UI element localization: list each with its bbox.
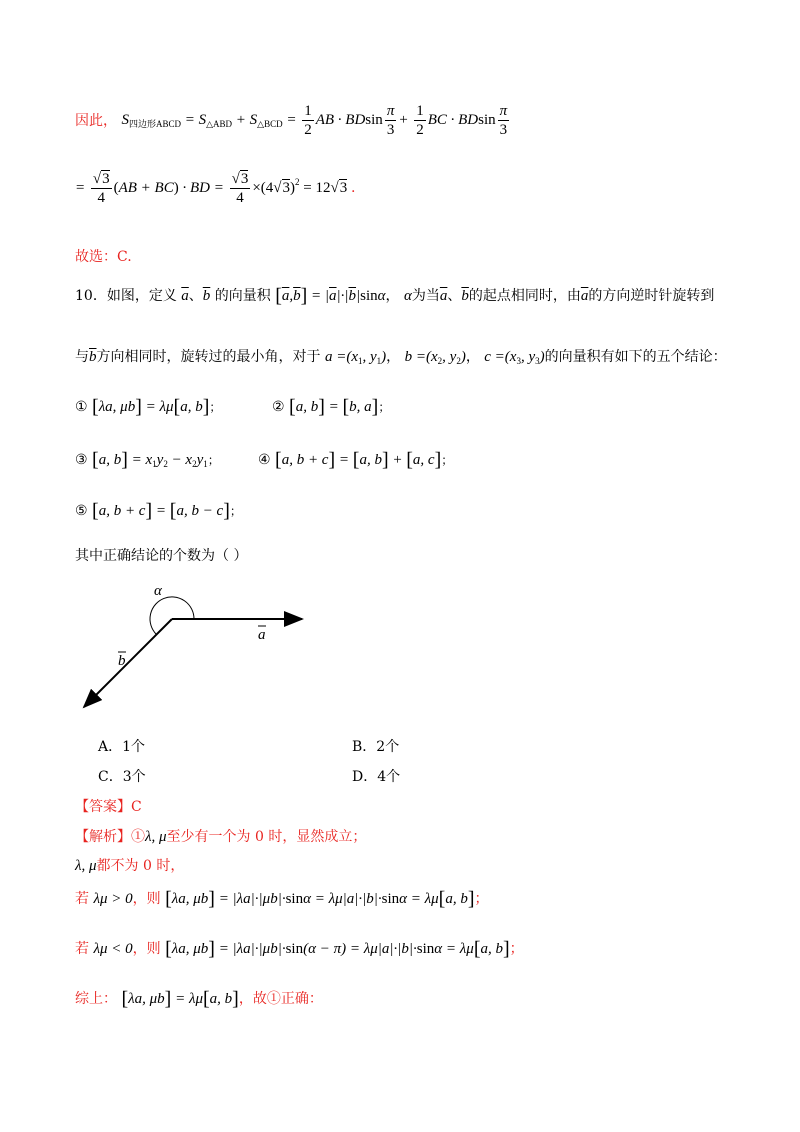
angle-alpha-arc bbox=[150, 597, 194, 634]
solution-summary-lead: 综上： bbox=[75, 991, 117, 1007]
area-formula-2: = $\frac{√3}{4}$ (AB + BC) · BD = $\frac{√3}{4}$ $\times(4√3)^2 = 12√3$ bbox=[75, 171, 348, 206]
solution-text-1: 至少有一个为 0 时，显然成立； bbox=[166, 829, 367, 845]
previous-answer: 故选：C. bbox=[75, 249, 132, 265]
q-text-2: ， bbox=[385, 288, 400, 304]
analysis-tag: 【解析】 bbox=[75, 829, 131, 845]
solution-summary-tail: ，故①正确： bbox=[238, 991, 323, 1007]
q-text-5: 的起点相同时，由 bbox=[468, 288, 581, 304]
area-period: . bbox=[350, 179, 356, 196]
area-formula-1: $S_{四边形ABCD} = S_{\triangle ABD} + S_{\triangle BCD}$ = $\frac{1}{2}$ AB · BDsin $\frac{\pi}{3}$ + $\frac{1}{2}$ BC · BDsin $\frac{\pi}{3}$ bbox=[121, 103, 508, 138]
solution-then-1: ，则 bbox=[132, 891, 161, 907]
conclusion-4: ④ [a, b + c] = [a, b] + [a, c]； bbox=[258, 449, 454, 471]
alpha-label: α bbox=[154, 583, 162, 599]
solution-line-5: 综上： [λa, μb] = λμ[a, b]，故①正确： bbox=[75, 988, 323, 1010]
conclusion-2-marker: ② bbox=[272, 399, 285, 415]
a-label: a bbox=[258, 627, 266, 643]
q-text-8: 方向相同时，旋转过的最小角，对于 bbox=[96, 349, 321, 365]
conclusion-1-marker: ① bbox=[75, 399, 88, 415]
cross-product-definition: $[\overline{a},\overline{b}] = |\overline{a}|\cdot|\overline{b}|\sin\alpha$ bbox=[275, 285, 386, 307]
vector-a-coords: $a =(x_1$, $y_1$) bbox=[324, 349, 387, 366]
option-d: D．4个 bbox=[352, 769, 401, 785]
solution-line-1: 【解析】①λ, μ至少有一个为 0 时，显然成立； bbox=[75, 829, 367, 845]
solution-line-2: λ, μ都不为 0 时， bbox=[75, 858, 185, 874]
solution-then-2: ，则 bbox=[132, 941, 161, 957]
conclusion-5-marker: ⑤ bbox=[75, 503, 88, 519]
solution-text-2: 都不为 0 时， bbox=[96, 858, 185, 874]
solution-marker-1: ① bbox=[131, 829, 145, 845]
solution-line-3: 若 λμ > 0，则 [λa, μb] = |λa|·|μb|·sinα = λμ|a|·|b|·sinα = λμ[a, b]； bbox=[75, 888, 489, 910]
question-line-1: 10．如图，定义 $\overline{a}$、$\overline{b}$ 的向量积 $[\overline{a},\overline{b}] = |\overline{a}|\cdot|\overline{b}|\sin\alpha$， α为当$\overline{a}$、$\overline{b}$的起点相同时，由$\overline{a}$的方向逆时针旋转到 bbox=[75, 285, 715, 307]
conclusion-2: ② [a, b] = [b, a]； bbox=[272, 396, 391, 418]
area-line-2 bbox=[75, 170, 355, 207]
option-c: C．3个 bbox=[98, 769, 146, 785]
area-symbol: S bbox=[121, 111, 129, 128]
area-line-1 bbox=[75, 102, 511, 139]
area-subscript: 四边形ABCD bbox=[128, 118, 181, 129]
conclusion-3: ③ [a, $b] = x_1y_2 - x_2y_1$； bbox=[75, 449, 220, 471]
question-line-2: 与$\overline{b}$方向相同时，旋转过的最小角，对于 $a =(x_1$, $y_1$)， $b =(x_2$, $y_2$)， $c =(x_3$, $y_3$)的向量积有如下的五个结论： bbox=[75, 349, 727, 366]
therefore-label: 因此， bbox=[75, 112, 117, 129]
q-text-7: 与 bbox=[75, 349, 89, 365]
q-text-6: 的方向逆时针旋转到 bbox=[588, 288, 715, 304]
q-sep-3: ， bbox=[465, 349, 480, 365]
vector-figure bbox=[70, 575, 330, 725]
vector-b-coords: $b =(x_2$, $y_2$) bbox=[404, 349, 466, 366]
conclusion-1: ① [λa, μb] = λμ[a, b]； bbox=[75, 396, 222, 418]
q-text-3: 为当 bbox=[411, 288, 440, 304]
q-sep-1: 、 bbox=[188, 288, 203, 304]
option-a: A．1个 bbox=[98, 739, 146, 755]
vector-c-coords: $c =(x_3$, $y_3$) bbox=[484, 349, 545, 366]
option-b: B．2个 bbox=[352, 739, 400, 755]
conclusion-5: ⑤ [a, b + c] = [a, b − c]； bbox=[75, 500, 242, 522]
vector-b-arrow bbox=[84, 619, 172, 707]
question-ask: 其中正确结论的个数为（ ） bbox=[75, 548, 248, 564]
q-text-1: 的向量积 bbox=[214, 288, 271, 304]
q-sep-2: ， bbox=[386, 349, 401, 365]
solution-line-4: 若 λμ < 0，则 [λa, μb] = |λa|·|μb|·sin(α − π) = λμ|a|·|b|·sinα = λμ[a, b]； bbox=[75, 938, 524, 960]
conclusion-3-marker: ③ bbox=[75, 452, 88, 468]
solution-if-2: 若 bbox=[75, 941, 89, 957]
q-text-9: 的向量积有如下的五个结论： bbox=[544, 349, 727, 365]
solution-if-1: 若 bbox=[75, 891, 89, 907]
conclusion-4-marker: ④ bbox=[258, 452, 271, 468]
b-label: b bbox=[118, 653, 126, 669]
question-number: 10．如图，定义 bbox=[75, 288, 177, 304]
q-text-4: 、 bbox=[447, 288, 462, 304]
answer-tag: 【答案】C bbox=[75, 799, 142, 815]
